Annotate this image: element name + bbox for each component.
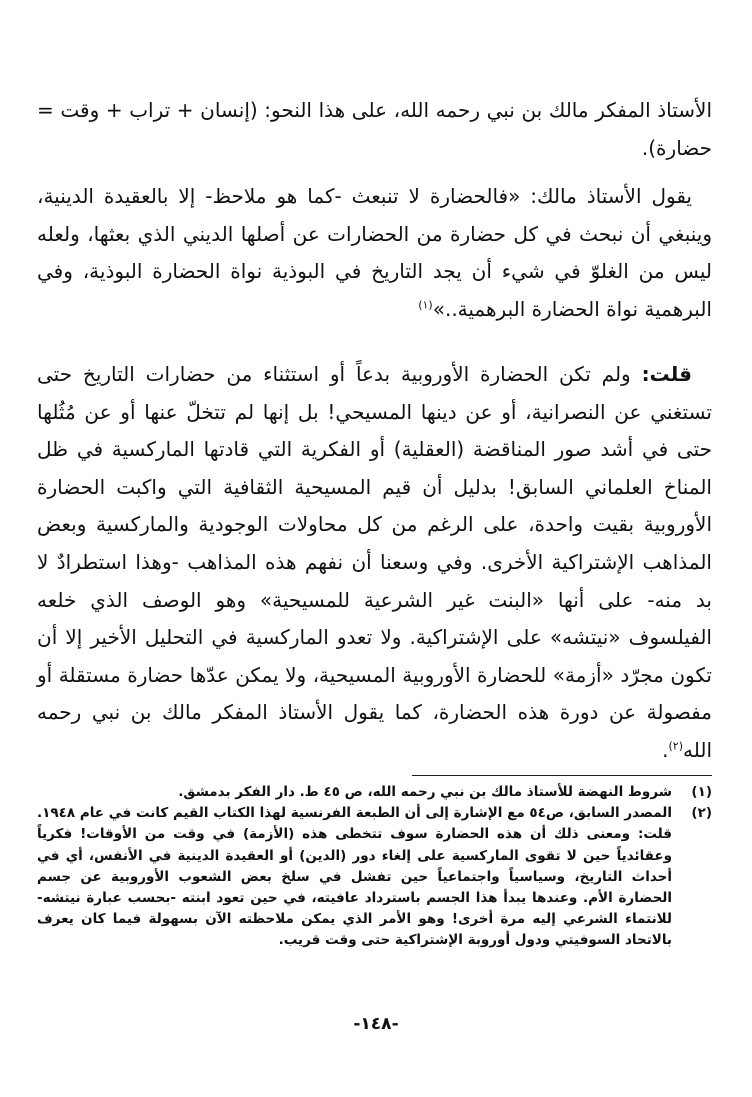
- footnote-2-number: (٢): [691, 805, 712, 822]
- footnote-separator: [412, 775, 712, 776]
- body-paragraph-3: قلت: ولم تكن الحضارة الأوروبية بدعاً أو استثناء من حضارات التاريخ حتى تستغني عن النصرانية، أو عن دينها المسيحي! بل إنها لم تتخلّ عنها أو عن مُثُلها حتى في أشد صور المناقضة (العقلية) أو الفكرية التي قادتها الماركسية في ظل المناخ العلماني السابق! بدليل أن قيم المسيحية الثقافية التي واكبت الحضارة الأوروبية بقيت واحدة، على الرغم من كل محاولات الوجودية والماركسية وبعض المذاهب الإشتراكية الأخرى. وفي وسعنا أن نفهم هذه المذاهب -وهذا استطرادٌ لا بد منه- على أنها «البنت غير الشرعية للمسيحية» وهو الوصف الذي خلعه الفيلسوف «نيتشه» على الإشتراكية. ولا تعدو الماركسية في التحليل الأخير إلا أن تكون مجرّد «أزمة» للحضارة الأوروبية المسيحية، ولا يمكن عدّها حضارة مستقلة أو مفصولة عن دورة هذه الحضارة، كما يقول الأستاذ المفكر مالك بن نبي رحمه الله$^{(٢)}$.: [37, 362, 712, 762]
- paragraph-1-text: الأستاذ المفكر مالك بن نبي رحمه الله، على هذا النحو: (إنسان + تراب + وقت = حضارة).: [37, 98, 712, 160]
- footnote-1-text: شروط النهضة للأستاذ مالك بن نبي رحمه الله، ص ٤٥ ط. دار الفكر بدمشق.: [178, 784, 672, 800]
- footnote-2-text: المصدر السابق، ص٥٤ مع الإشارة إلى أن الطبعة الفرنسية لهذا الكتاب القيم كانت في عام ١٩٤٨. قلت: ومعنى ذلك أن هذه الحضارة سوف تتخطى هذه (الأزمة) في وقت من الأوقات! فكرياً وعقائدياً حين لا تقوى الماركسية على إلغاء دور (الدين) أو العقيدة الدينية في الأنفس، أي في أحداث التاريخ، وسياسياً واجتماعياً حين تفشل في سلخ بعض الشعوب الأوروبية عن جسم الحضارة الأم. وعندها يبدأ هذا الجسم باسترداد عافيته، في حين تعود ابنته -بحسب عبارة نيتشه- للانتماء الشرعي إليه مرة أخرى! وهو الأمر الذي يمكن ملاحظته الآن بسهولة فيما كان يعرف بالاتحاد السوفيتي ودول أوروبة الإشتراكية حتى وقت قريب.: [37, 805, 672, 949]
- footnote-1-number: (١): [691, 784, 712, 800]
- footnote-ref-2: (٢): [668, 739, 683, 753]
- body-paragraph-2: [37, 178, 712, 328]
- footnote-1: [37, 782, 712, 803]
- paragraph-3-text: ولم تكن الحضارة الأوروبية بدعاً أو استثناء من حضارات التاريخ حتى تستغني عن النصرانية، أو عن دينها المسيحي! بل إنها لم تتخلّ عنها أو عن مُثُلها حتى في أشد صور المناقضة (العقلية) أو الفكرية التي قادتها الماركسية في ظل المناخ العلماني السابق! بدليل أن قيم المسيحية الثقافية التي واكبت الحضارة الأوروبية بقيت واحدة، على الرغم من كل محاولات الوجودية والماركسية وبعض المذاهب الإشتراكية الأخرى. وفي وسعنا أن نفهم هذه المذاهب -وهذا استطرادٌ لا بد منه- على أنها «البنت غير الشرعية للمسيحية» وهو الوصف الذي خلعه الفيلسوف «نيتشه» على الإشتراكية. ولا تعدو الماركسية في التحليل الأخير إلا أن تكون مجرّد «أزمة» للحضارة الأوروبية المسيحية، ولا يمكن عدّها حضارة مستقلة أو مفصولة عن دورة هذه الحضارة، كما يقول الأستاذ المفكر مالك بن نبي رحمه الله: [37, 362, 712, 762]
- footnote-ref-1: (١): [418, 298, 433, 312]
- paragraph-2-text: يقول الأستاذ مالك: «فالحضارة لا تنبعث -كما هو ملاحظ- إلا بالعقيدة الدينية، وينبغي أن نبحث في كل حضارة من الحضارات عن أصلها الديني الذي بعثها، ولعله ليس من الغلوّ في شيء أن يجد التاريخ في البوذية نواة الحضارة البوذية، وفي البرهمية نواة الحضارة البرهمية..»: [37, 184, 712, 321]
- body-paragraph-1: [37, 92, 712, 167]
- page-number: -١٤٨-: [353, 1014, 399, 1034]
- footnotes: [37, 782, 712, 952]
- paragraph-3-label: قلت:: [641, 362, 692, 386]
- footnote-2: [37, 803, 712, 951]
